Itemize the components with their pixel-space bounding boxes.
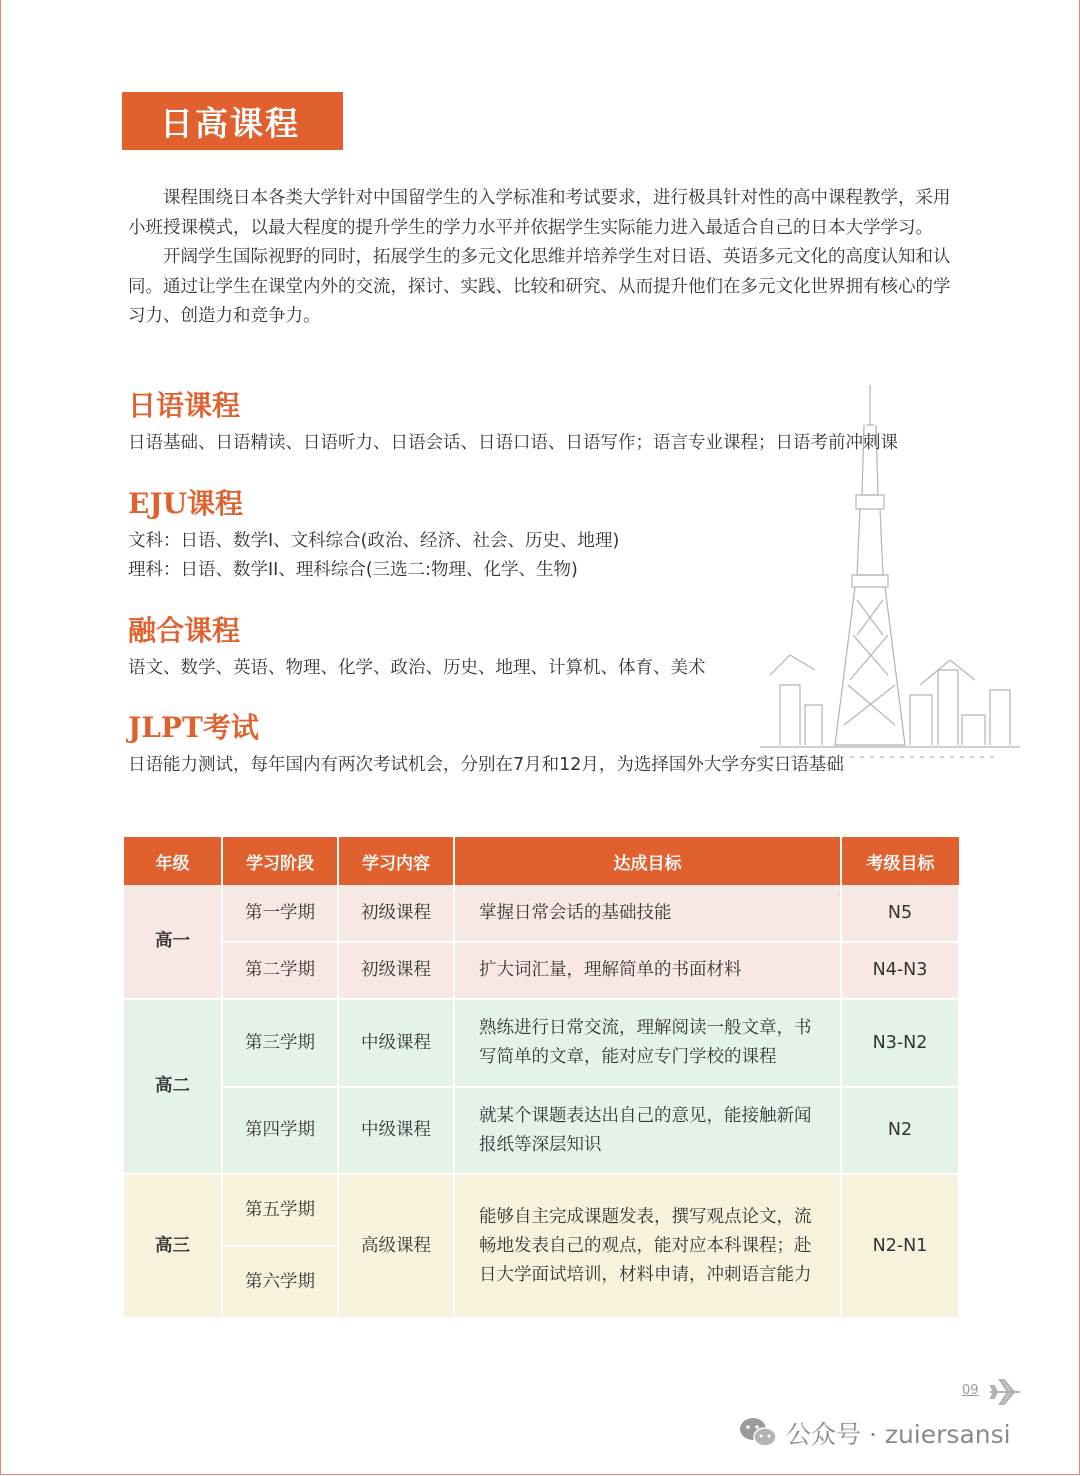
grade-cell: 高二 [124, 999, 222, 1174]
level-cell: N2 [841, 1087, 959, 1174]
table-header-row [124, 837, 959, 885]
header-level: 考级目标 [841, 837, 959, 885]
level-cell: N5 [841, 885, 959, 942]
intro-paragraph: 开阔学生国际视野的同时，拓展学生的多元文化思维并培养学生对日语、英语多元文化的高度认知和认同。通过让学生在课堂内外的交流，探讨、实践、比较和研究、从而提升他们在多元文化世界拥有核心的学习力、创造力和竞争力。 [128, 247, 951, 326]
wechat-watermark [738, 1413, 1011, 1453]
fusion-course-title: 融合课程 [128, 614, 241, 647]
content-cell: 中级课程 [338, 999, 454, 1087]
level-cell: N2-N1 [841, 1174, 959, 1318]
header-grade: 年级 [124, 837, 222, 885]
content-cell: 高级课程 [338, 1174, 454, 1318]
content-cell: 中级课程 [338, 1087, 454, 1174]
page-title: 日高课程 [122, 92, 343, 150]
goal-cell: 熟练进行日常交流，理解阅读一般文章，书写简单的文章，能对应专门学校的课程 [454, 999, 841, 1087]
course-plan-table [124, 837, 960, 1319]
header-stage: 学习阶段 [222, 837, 338, 885]
table-row [124, 942, 959, 999]
fusion-course-list: 语文、数学、英语、物理、化学、政治、历史、地理、计算机、体育、美术 [128, 658, 706, 678]
intro-text [128, 184, 960, 332]
watermark-text: 公众号 · zuiersansi [786, 1420, 1011, 1449]
content-cell: 初级课程 [338, 885, 454, 942]
jlpt-title: JLPT考试 [128, 711, 259, 744]
eju-course-title: EJU课程 [128, 487, 244, 520]
table-row [124, 1087, 959, 1174]
goal-cell: 能够自主完成课题发表，撰写观点论文，流畅地发表自己的观点，能对应本科课程；赴日大学面试培训，材料申请，冲刺语言能力 [454, 1174, 841, 1318]
level-cell: N4-N3 [841, 942, 959, 999]
grade-cell: 高一 [124, 885, 222, 999]
stage-cell: 第二学期 [222, 942, 338, 999]
stage-cell: 第五学期 [222, 1174, 338, 1246]
stage-cell: 第六学期 [222, 1246, 338, 1318]
content-cell: 初级课程 [338, 942, 454, 999]
goal-cell: 掌握日常会话的基础技能 [454, 885, 841, 942]
header-content: 学习内容 [338, 837, 454, 885]
table-row [124, 999, 959, 1087]
stage-cell: 第三学期 [222, 999, 338, 1087]
goal-cell: 就某个课题表达出自己的意见，能接触新闻报纸等深层知识 [454, 1087, 841, 1174]
intro-paragraph: 课程围绕日本各类大学针对中国留学生的入学标准和考试要求，进行极具针对性的高中课程教学，采用小班授课模式，以最大程度的提升学生的学力水平并依据学生实际能力进入最适合自己的日本大学学习。 [128, 188, 951, 238]
japanese-course-list: 日语基础、日语精读、日语听力、日语会话、日语口语、日语写作；语言专业课程；日语考前冲刺课 [128, 433, 898, 453]
goal-cell: 扩大词汇量，理解简单的书面材料 [454, 942, 841, 999]
stage-cell: 第四学期 [222, 1087, 338, 1174]
eju-science: 理科：日语、数学II、理科综合(三选二:物理、化学、生物) [128, 560, 578, 580]
wechat-icon [738, 1416, 778, 1450]
table-row [124, 885, 959, 942]
stage-cell: 第一学期 [222, 885, 338, 942]
table-row [124, 1174, 959, 1246]
airplane-icon [988, 1378, 1022, 1406]
eju-liberal-arts: 文科：日语、数学I、文科综合(政治、经济、社会、历史、地理) [128, 531, 620, 551]
japanese-course-title: 日语课程 [128, 389, 241, 422]
jlpt-description: 日语能力测试，每年国内有两次考试机会，分别在7月和12月，为选择国外大学夯实日语基础 [128, 755, 844, 775]
page-number: 09 [962, 1383, 979, 1398]
header-goal: 达成目标 [454, 837, 841, 885]
level-cell: N3-N2 [841, 999, 959, 1087]
grade-cell: 高三 [124, 1174, 222, 1318]
